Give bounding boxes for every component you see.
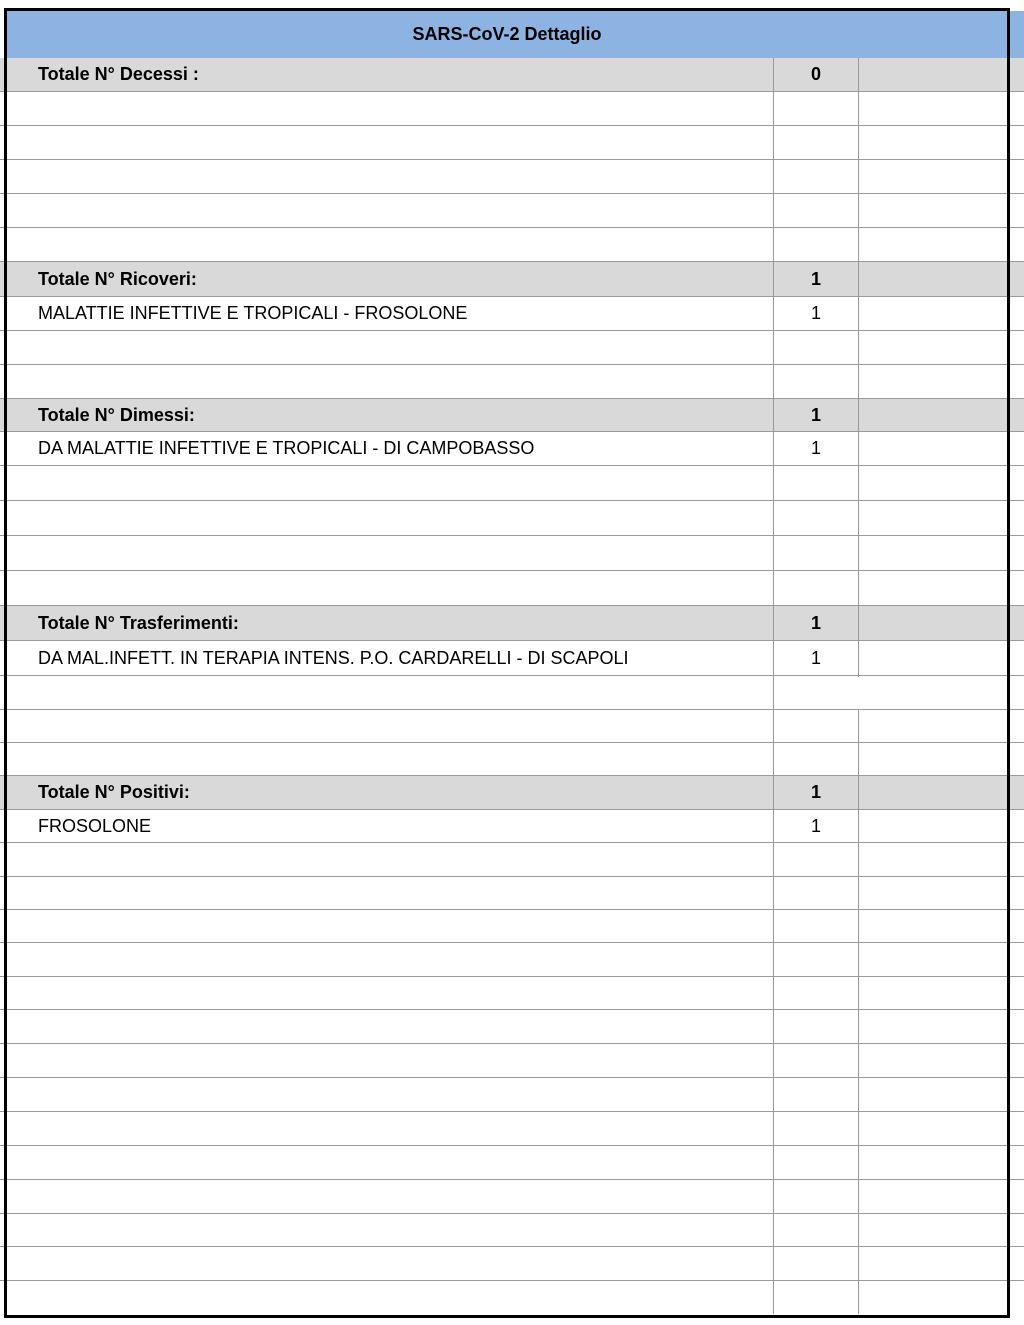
section-label: Totale N° Positivi: (38, 782, 190, 802)
section-total-value: 0 (810, 64, 821, 84)
table-outer-border (4, 8, 1010, 1318)
item-label: DA MALATTIE INFETTIVE E TROPICALI - DI CAMPOBASSO (38, 438, 535, 458)
item-value: 1 (810, 815, 821, 836)
section-label: Totale N° Decessi : (38, 64, 199, 84)
title-bar-extension (1010, 11, 1024, 58)
item-value: 1 (810, 303, 821, 323)
section-total-value: 1 (810, 782, 821, 802)
item-label: MALATTIE INFETTIVE E TROPICALI - FROSOLONE (38, 303, 468, 323)
section-label: Totale N° Trasferimenti: (38, 612, 239, 633)
item-value: 1 (810, 438, 821, 458)
item-value: 1 (810, 647, 821, 668)
section-total-value: 1 (810, 404, 821, 425)
section-total-value: 1 (810, 612, 821, 633)
section-label: Totale N° Ricoveri: (38, 268, 197, 289)
section-label: Totale N° Dimessi: (38, 404, 195, 425)
table-title: SARS-CoV-2 Dettaglio (7, 11, 1007, 59)
section-total-value: 1 (810, 268, 821, 289)
item-label: DA MAL.INFETT. IN TERAPIA INTENS. P.O. CARDARELLI - DI SCAPOLI (38, 647, 629, 668)
item-label: FROSOLONE (38, 815, 152, 836)
